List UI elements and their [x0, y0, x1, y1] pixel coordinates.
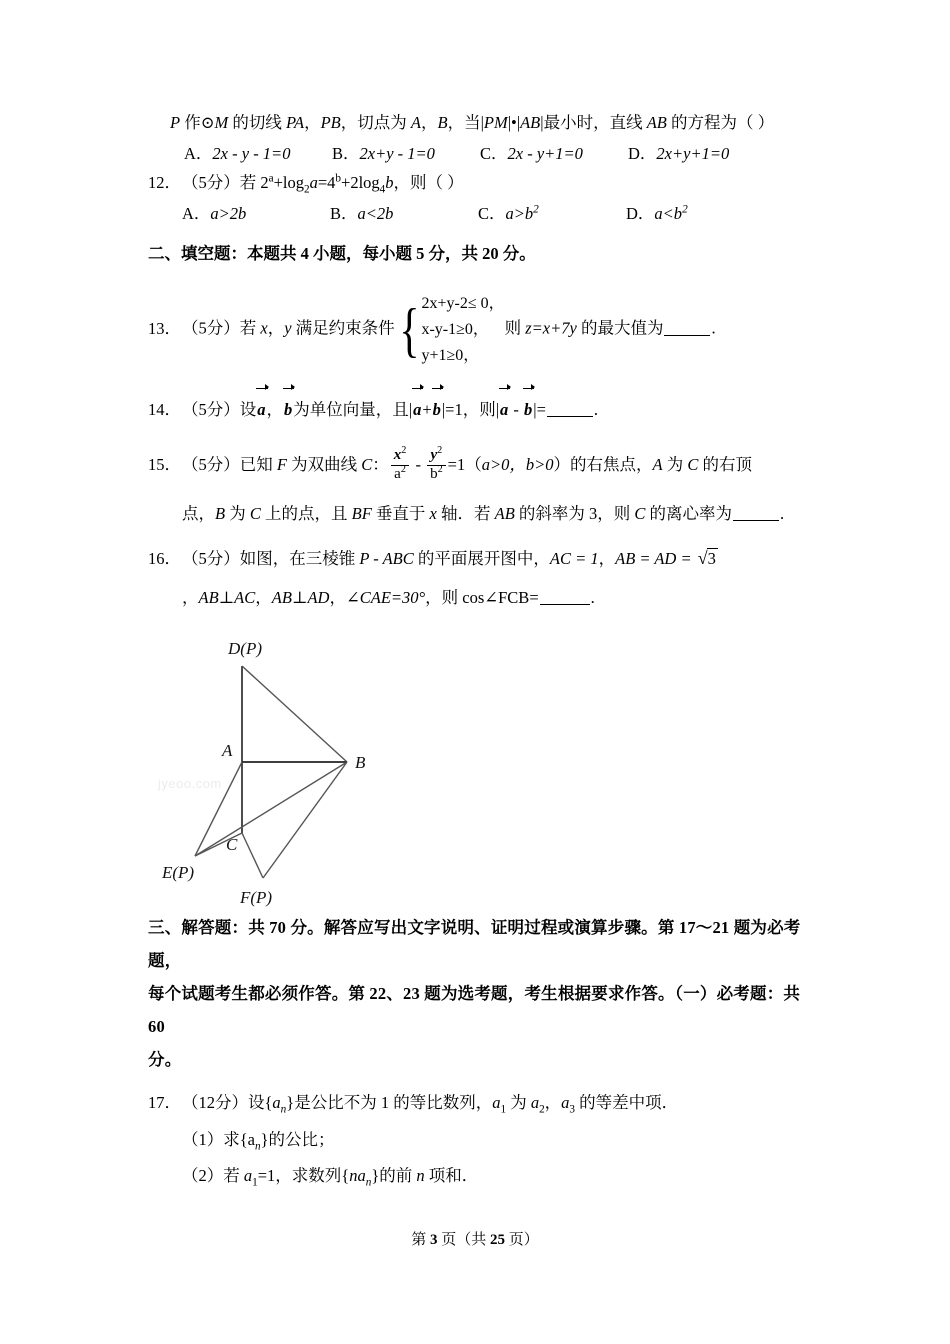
q15-fraction-y2b2 — [427, 445, 446, 483]
question-16-line-2 — [148, 585, 808, 611]
q13-objective: =x+7y — [531, 318, 577, 338]
q17-a2-sub: 2 — [539, 1103, 545, 1116]
q16-equals: = — [529, 587, 539, 607]
q16-score: （5分） — [182, 548, 240, 568]
q12-stem-2: +log — [273, 172, 304, 192]
q13-constraint-system — [395, 291, 505, 369]
radical-sign: √ — [697, 547, 708, 568]
q13-score: （5分） — [182, 318, 240, 338]
q15-var-c: C — [361, 455, 373, 475]
question-11-choices — [148, 140, 808, 164]
q14-stem-3: |=1，则| — [441, 400, 500, 420]
q12-sup-a: a — [268, 172, 274, 185]
q15-var-b: B — [215, 503, 226, 523]
q12-number: 12． — [148, 172, 181, 192]
q12-stem-7: ，则（ ） — [393, 172, 464, 192]
q15-frac1-num-exp: 2 — [401, 445, 407, 457]
q15-var-a: A — [652, 455, 663, 475]
q16-comma-2: ， — [255, 587, 272, 607]
q15-l2-6: 的斜率为 3，则 — [514, 503, 635, 523]
q14-vector-a: a — [256, 397, 266, 423]
q15-answer-blank[interactable] — [733, 504, 779, 521]
q16-sqrt-radicand: 3 — [707, 548, 716, 568]
q14-comma-1: ， — [266, 400, 283, 420]
q16-l2-comma: ， — [182, 587, 199, 607]
q12-var-a: a — [309, 172, 318, 192]
q14-stem-4: |= — [533, 400, 546, 420]
q13-period: . — [711, 318, 716, 338]
q17-p2-a1-sub: 1 — [252, 1176, 258, 1189]
q15-l2-3: 上的点，且 — [260, 503, 352, 523]
q17-stem-3: 为 — [506, 1093, 531, 1113]
figure-label-f: F(P) — [240, 888, 273, 907]
q11-choice-b-text: 2x+y - 1=0 — [359, 143, 435, 163]
q14-score: （5分） — [182, 400, 240, 420]
q15-stem-3: ： — [372, 455, 389, 475]
q15-l2-4: 垂直于 — [371, 503, 430, 523]
q12-choice-b[interactable] — [330, 200, 478, 224]
q15-stem-1: 已知 — [239, 455, 277, 475]
q15-frac1-num-var: x — [393, 447, 402, 464]
q14-vector-a-3: a — [499, 397, 509, 423]
q16-stem-1: 如图，在三棱锥 — [239, 548, 360, 568]
q15-stem-5: ）的右焦点， — [553, 455, 653, 475]
q13-number: 13． — [148, 318, 181, 338]
figure-label-e: E(P) — [162, 863, 195, 882]
q17-p2-nan-sub: n — [365, 1176, 372, 1189]
q11-text-4: ，当| — [447, 113, 484, 132]
q17-p1-tail: }的公比； — [260, 1129, 335, 1149]
figure-label-a: A — [222, 741, 233, 760]
q15-frac2-den-exp: 2 — [437, 464, 443, 476]
q12-stem-4: =4 — [317, 172, 336, 192]
q15-score: （5分） — [182, 455, 240, 475]
q15-l2-5: 轴．若 — [436, 503, 495, 523]
footer-page-number: 3 — [429, 1232, 438, 1248]
q13-constraint-3: y+1≥0， — [421, 347, 480, 365]
q15-frac2-num-exp: 2 — [437, 445, 443, 457]
question-15-line-1 — [148, 445, 808, 484]
section-3-heading-line-1: 三、解答题：共 70 分。解答应写出文字说明、证明过程或演算步骤。第 17～21 题为必考题， — [148, 918, 801, 971]
q12-choice-b-text: a<2b — [357, 203, 394, 223]
q16-comma-3: ， — [329, 587, 346, 607]
q14-stem-1: 设 — [239, 400, 257, 420]
q16-perp-1: AB⊥AC — [198, 587, 256, 607]
section-3-heading-line-3: 分。 — [148, 1050, 182, 1070]
q15-frac2-num-var: y — [430, 447, 438, 464]
question-16-figure — [150, 628, 450, 920]
q13-answer-blank[interactable] — [664, 319, 710, 336]
q11-point-a: A — [410, 113, 421, 132]
q12-choice-c-text: a>b — [505, 203, 534, 223]
q15-var-c-2: C — [687, 455, 699, 475]
q11-text-3: ，切点为 — [340, 113, 411, 132]
q17-score: （12分） — [182, 1093, 248, 1113]
system-brace: { — [398, 296, 420, 363]
q17-a3-sub: 3 — [569, 1103, 576, 1116]
q11-comma-1: ， — [304, 113, 321, 132]
q15-var-f: F — [276, 455, 287, 475]
q16-ac-equation: AC = 1 — [549, 548, 599, 568]
q15-l2-2: 为 — [225, 503, 250, 523]
question-14 — [148, 397, 808, 423]
q11-choice-d-text: 2x+y+1=0 — [656, 143, 730, 163]
question-17-part-1 — [148, 1127, 808, 1153]
q14-plus: + — [422, 400, 432, 420]
segment-d-b — [242, 666, 347, 762]
q14-vector-b-3: b — [523, 397, 533, 423]
segment-f-b — [263, 762, 347, 878]
q12-stem-1: 若 2 — [239, 172, 269, 192]
q13-var-x: x — [260, 318, 268, 338]
q16-period: . — [590, 587, 595, 607]
q16-perp-2: AB⊥AD — [271, 587, 330, 607]
q15-frac2-denominator — [427, 466, 446, 483]
question-17-stem — [148, 1090, 808, 1116]
figure-label-d: D(P) — [228, 639, 262, 658]
question-12 — [148, 170, 808, 196]
question-17-part-2 — [148, 1163, 808, 1189]
q11-choice-b[interactable] — [332, 140, 480, 164]
q17-p2-nan: na — [349, 1165, 366, 1185]
q12-sub-2: 2 — [304, 182, 310, 195]
q15-frac2-den-var: b — [430, 466, 438, 483]
q15-number: 15． — [148, 455, 181, 475]
q13-constraint-1: 2x+y-2≤ 0， — [421, 295, 505, 313]
q11-choice-a[interactable] — [184, 140, 332, 164]
q11-text-1: 作⊙ — [180, 113, 215, 132]
q11-text-6: 的方程为（ ） — [666, 113, 775, 132]
q17-p1-sub: n — [255, 1139, 261, 1152]
q17-stem-4: 的等差中项． — [575, 1093, 679, 1113]
q15-frac2-numerator — [427, 445, 446, 466]
q15-bf: BF — [351, 503, 372, 523]
q14-vector-b: b — [283, 397, 293, 423]
q17-p2-a1: a — [243, 1165, 253, 1185]
q16-sqrt-3 — [696, 544, 718, 573]
q11-text-5: |最小时，直线 — [540, 113, 647, 132]
q13-stem-4: 的最大值为 — [576, 318, 664, 338]
q14-answer-blank[interactable] — [547, 400, 593, 417]
q15-period: . — [780, 503, 785, 523]
section-3-heading-line-2: 每个试题考生都必须作答。第 22、23 题为选考题，考生根据要求作答。（一）必考题：共 60 — [148, 984, 801, 1037]
figure-label-b: B — [355, 753, 366, 772]
q13-var-y: y — [284, 318, 292, 338]
q12-choice-c[interactable] — [478, 200, 626, 224]
q17-p2-3: }的前 — [371, 1165, 417, 1185]
q11-point-b: B — [437, 113, 448, 132]
q17-an: a — [272, 1093, 281, 1113]
question-13 — [148, 291, 808, 369]
q16-ab-ad-equation: AB = AD = — [615, 548, 696, 568]
q12-choice-d-sup: 2 — [682, 203, 688, 216]
q13-stem-1: 若 — [239, 318, 261, 338]
q11-pa: PA — [286, 113, 305, 132]
q13-z: z — [525, 318, 532, 338]
q14-vector-a-2: a — [412, 397, 422, 423]
q17-stem-1: 设{ — [248, 1093, 273, 1113]
question-16-line-1 — [148, 544, 808, 573]
figure-label-c: C — [226, 835, 238, 854]
q13-constraint-rows — [419, 291, 504, 369]
q15-var-c-4: C — [634, 503, 646, 523]
q15-fraction-x2a2 — [391, 445, 410, 483]
q14-minus: - — [509, 400, 524, 420]
q15-stem-7: 的右顶 — [698, 455, 752, 475]
q15-frac1-den-exp: 2 — [400, 464, 406, 476]
figure-watermark: jyeoo.com — [158, 776, 222, 791]
q12-choice-d[interactable] — [626, 200, 688, 224]
section-2-heading: 二、填空题：本题共 4 小题，每小题 5 分，共 20 分。 — [148, 243, 536, 263]
q13-comma: ， — [267, 318, 285, 338]
q12-choice-a-label: A． — [182, 203, 211, 223]
q12-choice-a-text: a>2b — [210, 203, 247, 223]
q13-stem-2: 满足约束条件 — [291, 318, 395, 338]
q12-choice-b-label: B． — [330, 203, 358, 223]
q17-p1-text: （1）求{a — [182, 1129, 255, 1149]
q15-frac1-denominator — [391, 466, 410, 483]
q15-frac1-den-var: a — [394, 466, 401, 483]
q15-condition: a>0，b>0 — [481, 455, 554, 475]
footer-prefix: 第 — [411, 1232, 427, 1248]
page-footer — [0, 1228, 950, 1249]
q17-a2: a — [530, 1093, 540, 1113]
q11-ab-1: AB — [520, 113, 541, 132]
q16-comma-4: ，则 — [425, 587, 463, 607]
q11-choice-a-text: 2x - y - 1=0 — [212, 143, 291, 163]
q12-choice-d-label: D． — [626, 203, 655, 223]
q15-stem-6: 为 — [662, 455, 688, 475]
q11-choice-c-text: 2x - y+1=0 — [507, 143, 583, 163]
q15-minus-op: - — [411, 455, 426, 475]
q14-stem-2: 为单位向量，且| — [293, 400, 413, 420]
question-12-choices — [148, 200, 808, 224]
q12-sub-4: 4 — [379, 182, 386, 195]
footer-total-pages: 25 — [490, 1232, 505, 1248]
q13-stem-3: 则 — [504, 318, 526, 338]
q11-dot: |•| — [507, 113, 521, 132]
q11-comma-2: ， — [420, 113, 438, 132]
q16-number: 16． — [148, 548, 181, 568]
footer-middle: 页（共 — [441, 1232, 487, 1248]
q11-ab-2: AB — [646, 113, 667, 132]
q12-choice-a[interactable] — [182, 200, 330, 224]
q16-cos-expression: cos∠FCB — [462, 587, 530, 607]
q11-circle-m: M — [214, 113, 229, 132]
q12-choice-c-label: C． — [478, 203, 506, 223]
q17-stem-2: }是公比不为 1 的等比数列， — [286, 1093, 493, 1113]
q16-angle-cae: ∠CAE=30° — [345, 587, 426, 607]
q17-comma: ， — [544, 1093, 562, 1113]
segment-c-f — [242, 833, 263, 878]
q14-number: 14． — [148, 400, 181, 420]
q16-stem-2: 的平面展开图中， — [413, 548, 550, 568]
q17-p2-2: =1，求数列{ — [257, 1165, 350, 1185]
q12-score: （5分） — [182, 172, 240, 192]
question-15-line-2 — [148, 500, 808, 528]
q16-answer-blank[interactable] — [540, 588, 590, 605]
q15-axis-x: x — [429, 503, 437, 523]
q13-constraint-2: x-y-1≥0， — [421, 321, 489, 339]
q15-ab: AB — [494, 503, 515, 523]
q14-period: . — [593, 400, 599, 420]
q17-p2-4: 项和． — [424, 1165, 479, 1185]
q16-comma-1: ， — [598, 548, 616, 568]
unfolded-tetrahedron-diagram — [150, 628, 450, 920]
q11-choice-d-label: D． — [628, 143, 657, 163]
q11-point-p: P — [170, 113, 181, 132]
q15-l2-1: 点， — [182, 503, 215, 523]
q17-a3: a — [561, 1093, 570, 1113]
q15-l2-7: 的离心率为 — [645, 503, 733, 523]
q11-pm: PM — [483, 113, 508, 132]
q11-text-2: 的切线 — [228, 113, 287, 132]
q12-stem-5: +2log — [341, 172, 380, 192]
q17-a1-sub: 1 — [500, 1103, 507, 1116]
q12-choice-c-sup: 2 — [533, 203, 539, 216]
q12-var-b: b — [385, 172, 394, 192]
q11-pb: PB — [320, 113, 341, 132]
q17-number: 17． — [148, 1093, 181, 1113]
q16-solid-label: P - ABC — [359, 548, 414, 568]
question-11-stem-tail — [148, 110, 808, 136]
q17-p2-1: （2）若 — [182, 1165, 244, 1185]
q15-var-c-3: C — [249, 503, 261, 523]
q11-choice-b-label: B． — [332, 143, 360, 163]
q11-choice-d[interactable] — [628, 140, 729, 164]
q17-an-sub: n — [280, 1103, 287, 1116]
q11-choice-a-label: A． — [184, 143, 213, 163]
q17-a1: a — [492, 1093, 501, 1113]
q11-choice-c[interactable] — [480, 140, 628, 164]
q12-choice-d-text: a<b — [654, 203, 683, 223]
q17-p2-n: n — [416, 1165, 425, 1185]
q15-stem-4: =1（ — [447, 455, 482, 475]
q15-stem-2: 为双曲线 — [286, 455, 362, 475]
q14-vector-b-2: b — [432, 397, 442, 423]
q11-choice-c-label: C． — [480, 143, 508, 163]
q12-sup-b: b — [335, 172, 342, 185]
footer-suffix: 页） — [508, 1232, 539, 1248]
